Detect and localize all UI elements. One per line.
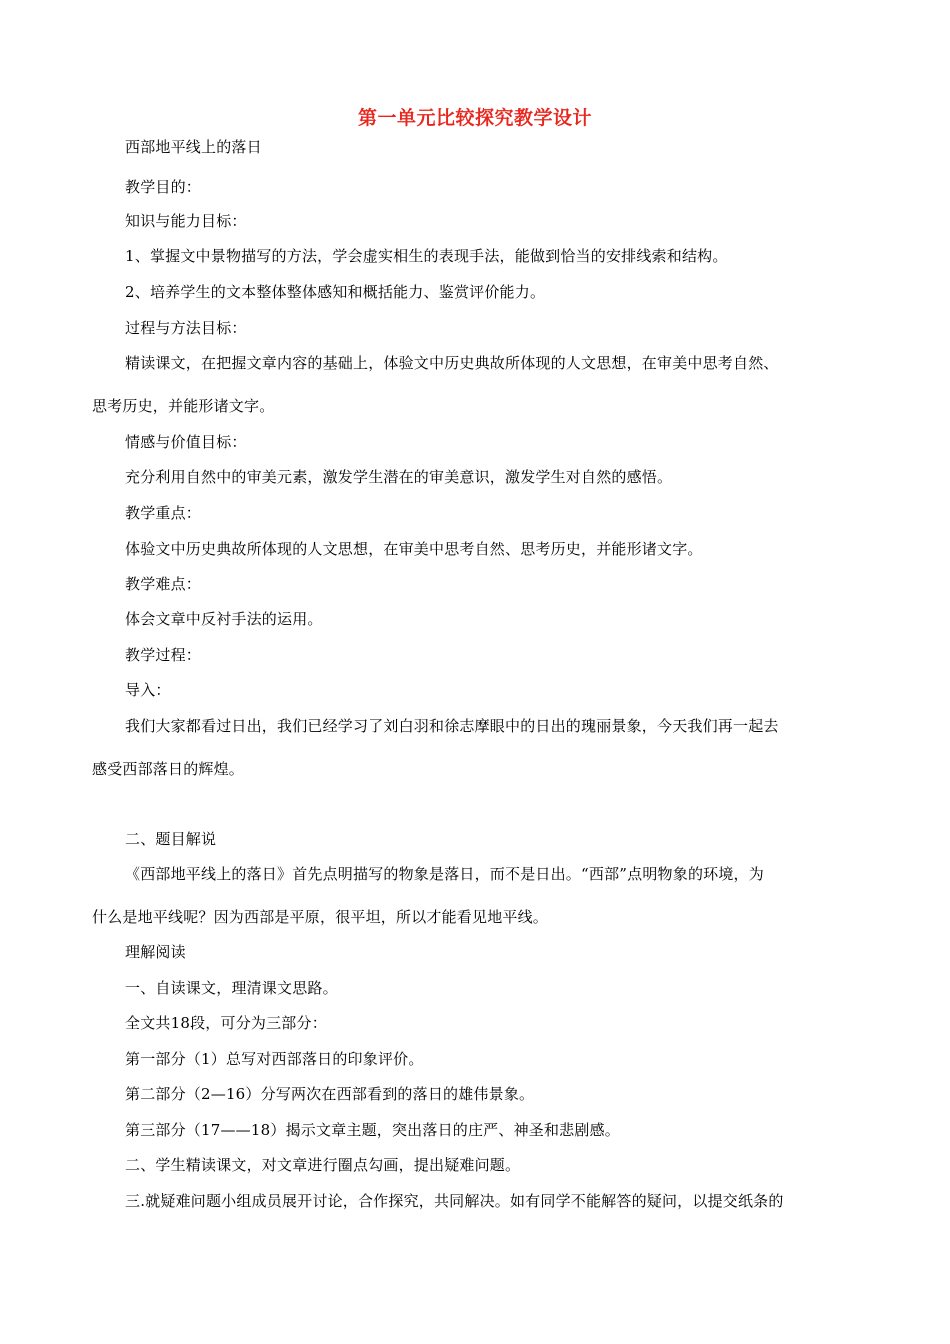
heading-emotion-goals: 情感与价值目标： <box>125 433 247 451</box>
heading-title-explanation: 二、题目解说 <box>125 830 217 848</box>
heading-introduction: 导入： <box>125 681 171 699</box>
paragraph-line: 什么是地平线呢？因为西部是平原，很平坦，所以才能看见地平线。 <box>92 908 549 926</box>
list-item: 第三部分（17——18）揭示文章主题，突出落日的庄严、神圣和悲剧感。 <box>125 1121 620 1139</box>
list-item: 第二部分（2—16）分写两次在西部看到的落日的雄伟景象。 <box>125 1085 535 1103</box>
paragraph-line: 《西部地平线上的落日》首先点明描写的物象是落日，而不是日出。“西部”点明物象的环境，为 <box>125 865 764 883</box>
list-item: 二、学生精读课文，对文章进行圈点勾画，提出疑难问题。 <box>125 1156 521 1174</box>
paragraph-line: 2、培养学生的文本整体整体感知和概括能力、鉴赏评价能力。 <box>125 283 546 301</box>
list-item: 第一部分（1）总写对西部落日的印象评价。 <box>125 1050 424 1068</box>
heading-teaching-goals: 教学目的： <box>125 178 202 196</box>
lesson-title: 西部地平线上的落日 <box>125 138 262 156</box>
list-item: 三.就疑难问题小组成员展开讨论，合作探究，共同解决。如有同学不能解答的疑问，以提交纸条的 <box>125 1192 784 1210</box>
paragraph-line: 精读课文，在把握文章内容的基础上，体验文中历史典故所体现的人文思想，在审美中思考自然、 <box>125 354 779 372</box>
heading-knowledge-goals: 知识与能力目标： <box>125 212 247 230</box>
heading-difficulties: 教学难点： <box>125 575 202 593</box>
heading-process-goals: 过程与方法目标： <box>125 319 247 337</box>
paragraph-line: 1、掌握文中景物描写的方法，学会虚实相生的表现手法，能做到恰当的安排线索和结构。 <box>125 247 728 265</box>
paragraph-line: 我们大家都看过日出，我们已经学习了刘白羽和徐志摩眼中的日出的瑰丽景象，今天我们再一起去 <box>125 717 779 735</box>
paragraph-line: 思考历史，并能形诸文字。 <box>92 397 275 415</box>
paragraph-line: 感受西部落日的辉煌。 <box>92 760 245 778</box>
document-title: 第一单元比较探究教学设计 <box>357 107 592 129</box>
heading-key-points: 教学重点： <box>125 504 202 522</box>
paragraph-line: 全文共18段，可分为三部分： <box>125 1014 327 1032</box>
paragraph-line: 体验文中历史典故所体现的人文思想，在审美中思考自然、思考历史，并能形诸文字。 <box>125 540 703 558</box>
paragraph-line: 充分利用自然中的审美元素，激发学生潜在的审美意识，激发学生对自然的感悟。 <box>125 468 673 486</box>
heading-reading: 理解阅读 <box>125 943 186 961</box>
paragraph-line: 体会文章中反衬手法的运用。 <box>125 610 323 628</box>
heading-teaching-process: 教学过程： <box>125 646 202 664</box>
list-item: 一、自读课文，理清课文思路。 <box>125 979 338 997</box>
